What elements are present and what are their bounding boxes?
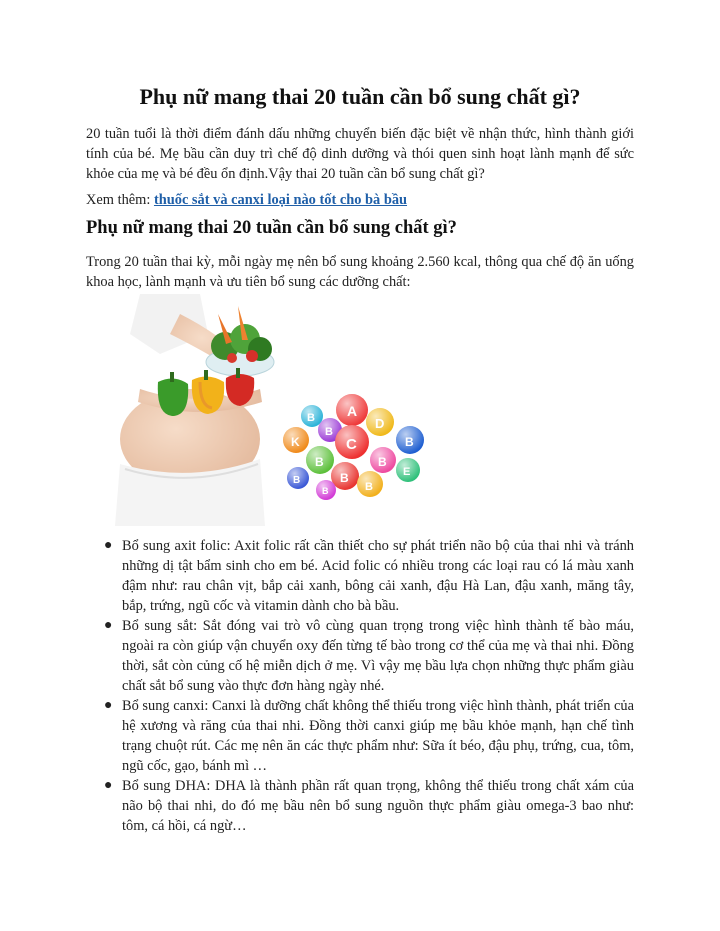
- list-item: [86, 616, 634, 696]
- bullet-icon: ●: [104, 778, 113, 793]
- svg-text:B: B: [365, 481, 373, 493]
- list-item: [86, 536, 634, 616]
- section-intro-paragraph: Trong 20 tuần thai kỳ, mỗi ngày mẹ nên bổ sung khoảng 2.560 kcal, thông qua chế độ ăn uống khoa học, lành mạnh và ưu tiên bổ sung các dưỡng chất:: [86, 254, 634, 290]
- svg-text:C: C: [346, 436, 357, 453]
- see-more-line: [86, 190, 407, 210]
- list-item-text: Bổ sung sắt: Sắt đóng vai trò vô cùng quan trọng trong việc hình thành tế bào máu, ngoài ra còn giúp vận chuyển oxy đến từng tế bào trong cơ thể của mẹ và thai nhi. Đồng thời, sắt còn củng cố hệ miễn dịch ở mẹ. Vì vậy mẹ bầu lựa chọn những thực phẩm giàu chất sắt bổ sung vào thực đơn hàng ngày nhé.: [122, 618, 634, 694]
- svg-text:B: B: [322, 486, 329, 496]
- svg-text:B: B: [325, 426, 333, 438]
- bullet-icon: ●: [104, 618, 113, 633]
- section-heading: Phụ nữ mang thai 20 tuần cần bổ sung chất gì?: [86, 218, 457, 238]
- list-item-text: Bổ sung DHA: DHA là thành phần rất quan trọng, không thể thiếu trong chất xám của não bộ thai nhi, do đó mẹ bầu nên bổ sung nguồn thực phẩm giàu omega-3 bao như: tôm, cá hồi, cá ngừ…: [122, 778, 634, 834]
- nutrient-list: [86, 536, 634, 836]
- see-more-link[interactable]: thuốc sắt và canxi loại nào tốt cho bà bầu: [153, 192, 408, 208]
- svg-text:B: B: [293, 475, 301, 486]
- see-more-label: Xem thêm:: [86, 192, 151, 208]
- page-title: Phụ nữ mang thai 20 tuần cần bổ sung chất gì?: [139, 84, 581, 109]
- list-item-text: Bổ sung axit folic: Axit folic rất cần thiết cho sự phát triển não bộ của thai nhi và tránh những dị tật bẩm sinh cho em bé. Acid folic có nhiều trong các loại rau có lá màu xanh đậm như: rau chân vịt, bắp cải xanh, bông cải xanh, đậu Hà Lan, đậu xanh, măng tây, bắp, trứng, ngũ cốc và vitamin dành cho bà bầu.: [122, 538, 634, 614]
- intro-paragraph: 20 tuần tuổi là thời điểm đánh dấu những chuyển biến đặc biệt về nhận thức, hình thành giới tính của bé. Mẹ bầu cần duy trì chế độ dinh dưỡng và thói quen sinh hoạt lành mạnh để sức khỏe của mẹ và bé đều ổn định.Vậy thai 20 tuần cần bổ sung chất gì?: [86, 126, 634, 182]
- bullet-icon: ●: [104, 698, 113, 713]
- bullet-icon: ●: [104, 538, 113, 553]
- svg-text:B: B: [340, 471, 349, 485]
- vitamin-balls: [283, 394, 424, 500]
- svg-text:D: D: [375, 416, 385, 431]
- pregnancy-nutrition-illustration: [100, 294, 480, 526]
- svg-text:A: A: [347, 403, 358, 419]
- svg-text:K: K: [291, 435, 300, 449]
- vegetable-bowl: [206, 306, 274, 376]
- svg-text:B: B: [405, 435, 414, 449]
- svg-text:E: E: [403, 466, 411, 478]
- list-item: [86, 696, 634, 776]
- list-item: [86, 776, 634, 836]
- svg-text:B: B: [315, 455, 324, 469]
- list-item-text: Bổ sung canxi: Canxi là dưỡng chất không thể thiếu trong việc hình thành, phát triển của hệ xương và răng của thai nhi. Đồng thời canxi giúp mẹ bầu khỏe mạnh, hạn chế tình trạng chuột rút. Các mẹ nên ăn các thực phẩm như: Sữa ít béo, đậu phụ, trứng, cua, tôm, ngũ cốc, gạo, bánh mì …: [122, 698, 634, 774]
- svg-text:B: B: [307, 412, 315, 424]
- svg-text:B: B: [378, 455, 387, 469]
